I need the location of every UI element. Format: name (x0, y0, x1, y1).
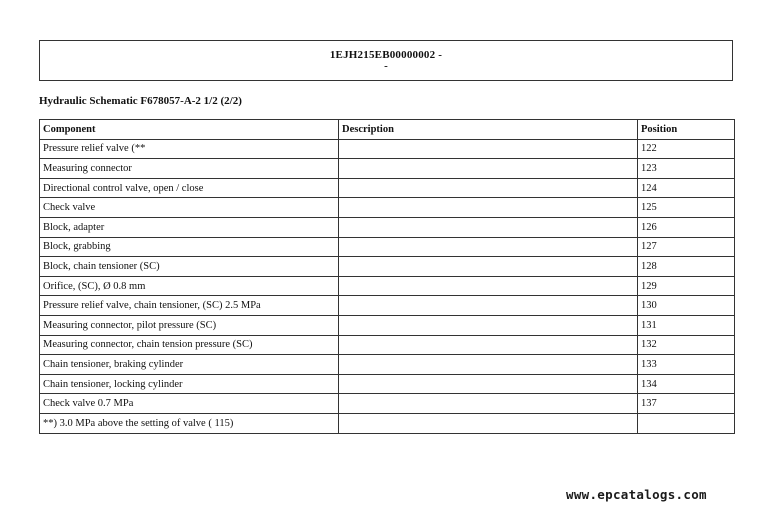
watermark-url: www.epcatalogs.com (566, 487, 707, 502)
table-row (40, 355, 735, 375)
cell-description (339, 355, 638, 375)
column-header-position: Position (638, 120, 735, 140)
cell-component: Measuring connector, pilot pressure (SC) (40, 315, 339, 335)
table-row (40, 394, 735, 414)
cell-component: Pressure relief valve (** (40, 139, 339, 159)
cell-description (339, 217, 638, 237)
cell-description (339, 394, 638, 414)
cell-position: 125 (638, 198, 735, 218)
cell-component: Measuring connector, chain tension pressure (SC) (40, 335, 339, 355)
cell-component: Check valve 0.7 MPa (40, 394, 339, 414)
table-row (40, 217, 735, 237)
cell-description (339, 374, 638, 394)
cell-description (339, 159, 638, 179)
cell-component: Chain tensioner, locking cylinder (40, 374, 339, 394)
cell-description (339, 335, 638, 355)
cell-description (339, 178, 638, 198)
cell-component: Directional control valve, open / close (40, 178, 339, 198)
table-row (40, 198, 735, 218)
table-row (40, 139, 735, 159)
components-table (39, 119, 735, 434)
cell-position (638, 413, 735, 433)
cell-component: Orifice, (SC), Ø 0.8 mm (40, 276, 339, 296)
cell-position: 122 (638, 139, 735, 159)
cell-position: 127 (638, 237, 735, 257)
cell-component: Chain tensioner, braking cylinder (40, 355, 339, 375)
cell-position: 124 (638, 178, 735, 198)
cell-description (339, 296, 638, 316)
column-header-component: Component (40, 120, 339, 140)
table-row (40, 296, 735, 316)
table-row (40, 257, 735, 277)
cell-position: 130 (638, 296, 735, 316)
cell-position: 132 (638, 335, 735, 355)
cell-component: Pressure relief valve, chain tensioner, (SC) 2.5 MPa (40, 296, 339, 316)
table-row (40, 159, 735, 179)
table-row (40, 237, 735, 257)
cell-description (339, 276, 638, 296)
cell-component: Check valve (40, 198, 339, 218)
cell-position: 128 (638, 257, 735, 277)
table-row (40, 413, 735, 433)
cell-position: 137 (638, 394, 735, 414)
table-body (40, 139, 735, 433)
cell-position: 123 (638, 159, 735, 179)
cell-position: 134 (638, 374, 735, 394)
cell-description (339, 198, 638, 218)
table-row (40, 178, 735, 198)
document-subtitle: - (384, 60, 388, 72)
cell-description (339, 139, 638, 159)
document-header (39, 40, 733, 81)
cell-component: **) 3.0 MPa above the setting of valve ( 115) (40, 413, 339, 433)
cell-description (339, 315, 638, 335)
cell-component: Block, grabbing (40, 237, 339, 257)
cell-component: Measuring connector (40, 159, 339, 179)
table-row (40, 276, 735, 296)
section-title: Hydraulic Schematic F678057-A-2 1/2 (2/2) (39, 95, 242, 107)
cell-position: 131 (638, 315, 735, 335)
cell-description (339, 237, 638, 257)
table-row (40, 315, 735, 335)
cell-description (339, 413, 638, 433)
table-row (40, 335, 735, 355)
table-header-row (40, 120, 735, 140)
document-id: 1EJH215EB00000002 - (329, 49, 443, 61)
cell-position: 126 (638, 217, 735, 237)
cell-description (339, 257, 638, 277)
cell-position: 133 (638, 355, 735, 375)
cell-position: 129 (638, 276, 735, 296)
table-row (40, 374, 735, 394)
cell-component: Block, chain tensioner (SC) (40, 257, 339, 277)
cell-component: Block, adapter (40, 217, 339, 237)
column-header-description: Description (339, 120, 638, 140)
